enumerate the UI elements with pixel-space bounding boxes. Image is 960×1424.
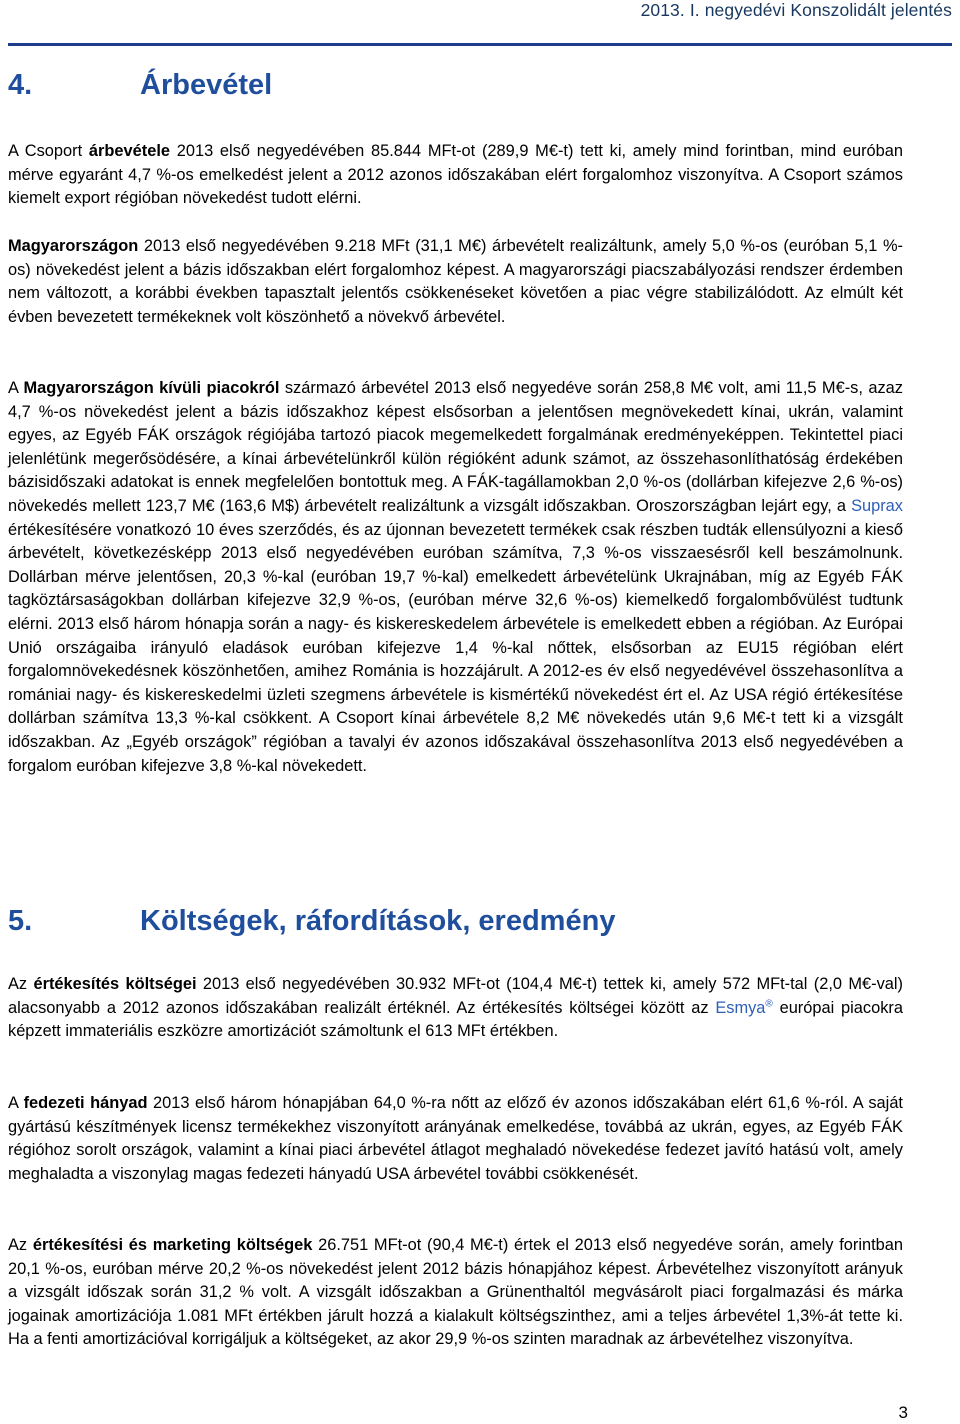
section-4-heading xyxy=(8,69,272,102)
header-rule xyxy=(8,43,952,46)
registered-mark: ® xyxy=(765,998,773,1010)
text-run: 2013 első negyedévében 85.844 MFt-ot (289,9 M€-t) tett ki, amely mind forintban, mind euróban mérve egyaránt 4,7 %-os emelkedést jelent a 2012 azonos időszakában elért forgalomhoz viszonyítva. A Csoport számos kiemelt export régióban növekedést tudott elérni. xyxy=(8,142,903,208)
paragraph-cost-of-sales xyxy=(8,973,903,1044)
page-number: 3 xyxy=(898,1403,908,1422)
text-run: származó árbevétel 2013 első negyedéve során 258,8 M€ volt, ami 11,5 M€-s, azaz 4,7 %-os növekedést jelent a bázis időszakhoz képest elsősorban a jelentősen megnövekedett kínai, ukrán, valamint egyes, az Egyéb FÁK országok régiójába tartozó piacok megemelkedett forgalmának eredményeképpen. Tekintettel piaci jelenlétünk megerősödésére, a kínai árbevételünkről külön régióként adunk számot, az összehasonlíthatóság érdekében bázisidőszaki adatokat is ennek megfelelően bontottuk meg. A FÁK-tagállamokban 2,0 %-os (dollárban kifejezve 2,6 %-os) növekedés mellett 123,7 M€ (163,6 M$) árbevételt realizáltunk a vizsgált időszakban. Oroszországban lejárt egy, a xyxy=(8,379,903,515)
bold-term: Magyarországon xyxy=(8,237,139,255)
text-run: Az xyxy=(8,1236,33,1254)
bold-term: értékesítési és marketing költségek xyxy=(32,1236,313,1254)
product-name-esmya: Esmya xyxy=(715,998,766,1017)
bold-term: Magyarországon kívüli piacokról xyxy=(23,379,280,397)
text-run: európai piacokra képzett immateriális eszközre amortizációt számoltunk el 613 MFt értékben. xyxy=(8,998,903,1041)
bold-term: fedezeti hányad xyxy=(23,1094,148,1112)
section-4-number: 4. xyxy=(8,69,33,101)
section-5-heading xyxy=(8,905,615,938)
paragraph-revenue-summary xyxy=(8,140,903,211)
text-run: A xyxy=(8,379,24,397)
text-run: 2013 első negyedévében 9.218 MFt (31,1 M€) árbevételt realizáltunk, amely 5,0 %-os (euróban 5,1 %-os) növekedést jelent a bázis időszakban elért forgalomhoz képest. A magyarországi piacszabályozási rendszer érdemben nem változott, a korábbi években tapasztalt jelentős csökkenéseket követően a piac végre stabilizálódott. Az elmúlt két évben bevezetett termékeknek volt köszönhető a növekvő árbevétel. xyxy=(8,237,903,326)
paragraph-gross-margin xyxy=(8,1092,903,1186)
text-run: Az xyxy=(8,975,34,993)
text-run: A Csoport xyxy=(8,142,89,160)
text-run: A xyxy=(8,1094,24,1112)
section-4-title: Árbevétel xyxy=(140,69,273,101)
bold-term: értékesítés költségei xyxy=(33,975,197,993)
text-run: 26.751 MFt-ot (90,4 M€-t) értek el 2013 első negyedéve során, amely forintban 20,1 %-os, euróban mérve 20,2 %-os növekedést jelent 2012 bázis hónapjához képest. Árbevételhez viszonyított arányuk a vizsgált időszak során 31,2 % volt. A vizsgált időszakban a Grünenthaltól megvásárolt piaci forgalmazási és márka jogainak amortizációja 1.081 MFt értékben járult hozzá a kialakult költségszinthez, ami a teljes árbevétel 1,3%-át tette ki. Ha a fenti amortizációval korrigáljuk a költségeket, az akor 29,9 %-os szinten maradnak az árbevételhez viszonyítva. xyxy=(8,1236,903,1349)
paragraph-sales-marketing xyxy=(8,1234,903,1352)
paragraph-international xyxy=(8,377,903,778)
running-header: 2013. I. negyedévi Konszolidált jelentés xyxy=(640,0,952,20)
text-run: 2013 első három hónapjában 64,0 %-ra nőtt az előző év azonos időszakában elért 61,6 %-ról. A saját gyártású készítmények licensz termékekhez viszonyított arányának emelkedése, továbbá az ukrán, egyes, az Egyéb FÁK régióhoz sorolt országok, valamint a kínai piaci árbevétel átlagot meghaladó növekedése fedezet javító hatású volt, amely meghaladta a viszonylag magas fedezeti hányadú USA árbevétel további csökkenését. xyxy=(8,1094,903,1183)
section-5-number: 5. xyxy=(8,905,33,937)
paragraph-hungary xyxy=(8,235,903,329)
product-name-suprax: Suprax xyxy=(851,496,903,515)
section-5-title: Költségek, ráfordítások, eredmény xyxy=(140,905,616,937)
text-run: 2013 első negyedévében 30.932 MFt-ot (104,4 M€-t) tettek ki, amely 572 MFt-tal (2,0 M€-val) alacsonyabb a 2012 azonos időszakában realizált értéknél. Az értékesítés költségei között az xyxy=(8,975,903,1017)
text-run: értékesítésére vonatkozó 10 éves szerződés, és az újonnan bevezetett termékek csak részben tudták ellensúlyozni a kieső árbevételt, következésképp 2013 első negyedévében euróban számítva, 7,3 %-os visszaesésről kell beszámolnunk. Dollárban mérve jelentősen, 20,3 %-kal (euróban 19,7 %-kal) emelkedett árbevételünk Ukrajnában, míg az Egyéb FÁK tagköztársaságokban dollárban kifejezve 32,9 %-os, (euróban mérve 32,6 %-os) kiemelkedő forgalombővülést tudtunk elérni. 2013 első három hónapja során a nagy- és kiskereskedelem árbevétele is emelkedett ebben a régióban. Az Európai Unió országaiba irányuló eladások euróban kifejezve 1,4 %-kal nőttek, elsősorban az EU15 régióban elért forgalomnövekedésnek köszönhetően, amihez Románia is hozzájárult. A 2012-es év első negyedévével összehasonlítva a romániai nagy- és kiskereskedelmi üzleti szegmens árbevétele is kismértékű növekedést ért el. Az USA régió értékesítése dollárban számítva 13,3 %-kal csökkent. A Csoport kínai árbevétele 8,2 M€ növekedés után 9,6 M€-t tett ki a vizsgált időszakban. Az „Egyéb országok” régióban a tavalyi év azonos időszakával összehasonlítva 2013 első negyedévében a forgalom euróban kifejezve 3,8 %-kal növekedett. xyxy=(8,520,903,775)
bold-term: árbevétele xyxy=(88,142,170,160)
